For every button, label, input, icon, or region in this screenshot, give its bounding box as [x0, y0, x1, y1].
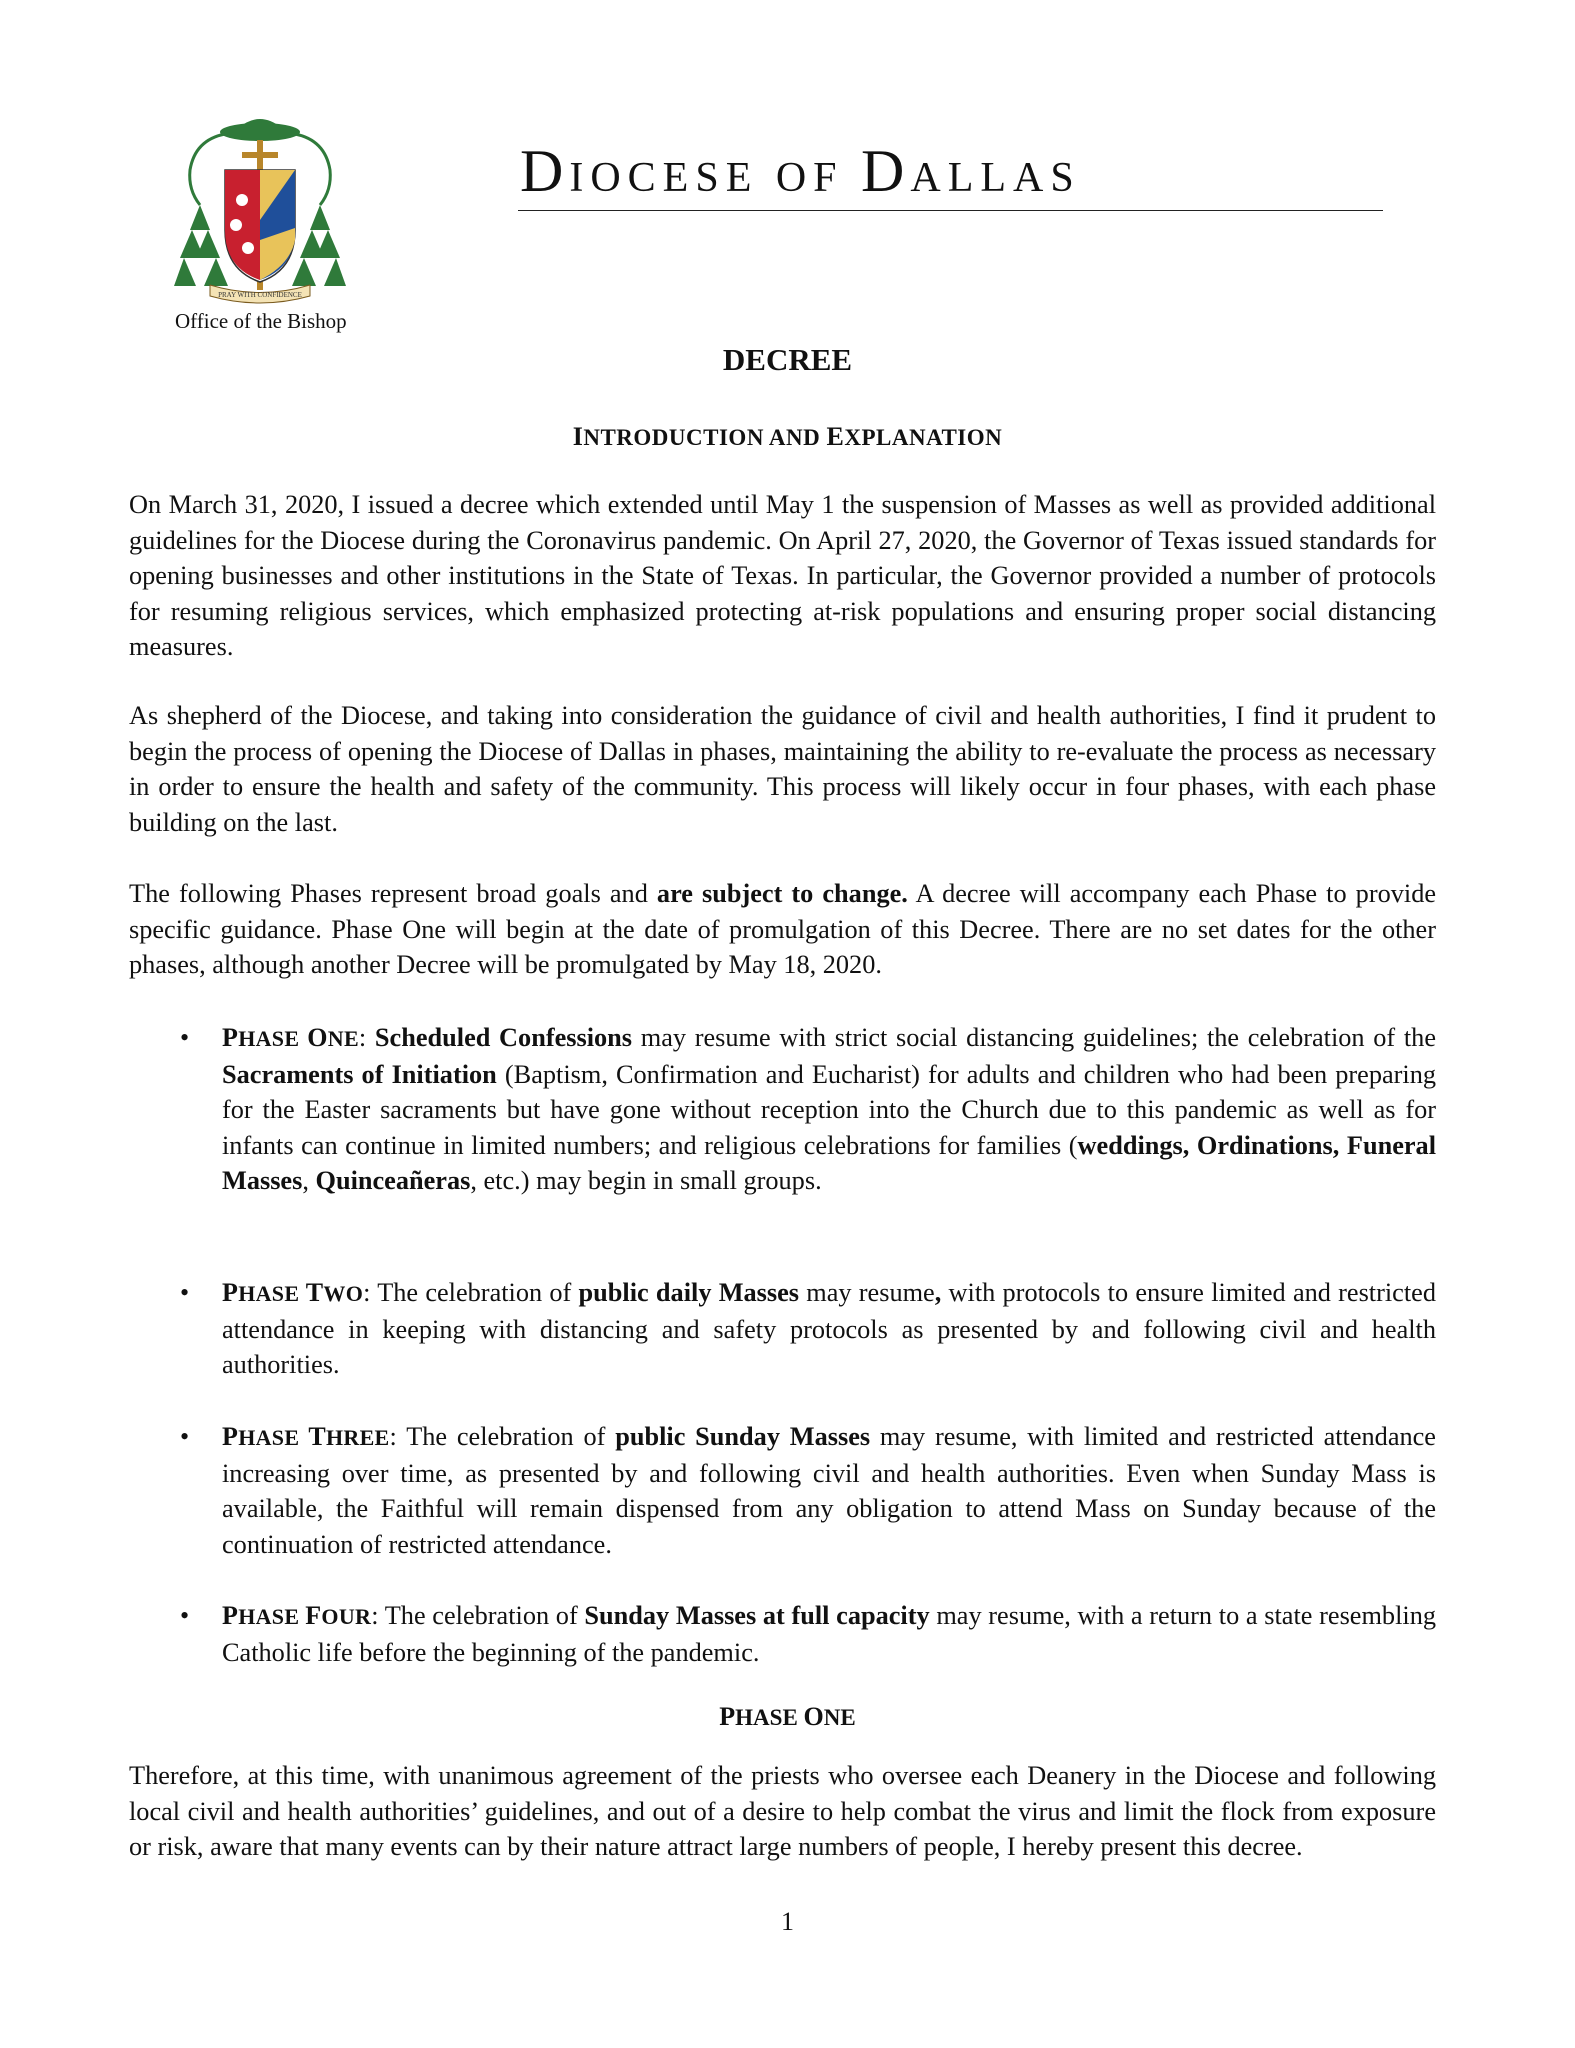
crest-motto: PRAY WITH CONFIDENCE [218, 291, 302, 299]
phase-one-label: PHASE ONE [222, 1023, 359, 1052]
decree-title: DECREE [722, 342, 853, 377]
phase-one-item: PHASE ONE: Scheduled Confessions may resume with strict social distancing guidelines; the celebration of the Sacraments of Initiation (Baptism, Confirmation and Eucharist) for adults and children who had been preparing for the Easter sacraments but have gone without reception into the Church due to this pandemic as well as for infants can continue in limited numbers; and religious celebrations for families (weddings, Ordinations, Funeral Masses, Quinceañeras, etc.) may begin in small groups. [222, 1023, 1436, 1195]
paragraph-1: On March 31, 2020, I issued a decree which extended until May 1 the suspension of Masses as well as provided additional guidelines for the Diocese during the Coronavirus pandemic. On April 27, 2020, the Governor of Texas issued standards for opening businesses and other institutions in the State of Texas. In particular, the Governor provided a number of protocols for resuming religious services, which emphasized protecting at-risk populations and ensuring proper social distancing measures. [129, 490, 1436, 661]
bullet-phase-one: • [180, 1023, 190, 1052]
phase-two-item: PHASE TWO: The celebration of public daily Masses may resume, with protocols to ensure limited and restricted attendance in keeping with distancing and safety protocols as presented by and following civil and health authorities. [222, 1278, 1436, 1379]
bullet-phase-two: • [180, 1278, 190, 1307]
introduction-heading: INTRODUCTION AND EXPLANATION [572, 422, 1003, 451]
phase-four-item: PHASE FOUR: The celebration of Sunday Masses at full capacity may resume, with a return to a state resembling Catholic life before the beginning of the pandemic. [222, 1601, 1436, 1667]
phase-three-item: PHASE THREE: The celebration of public Sunday Masses may resume, with limited and restricted attendance increasing over time, as presented by and following civil and health authorities. Even when Sunday Mass is available, the Faithful will remain dispensed from any obligation to attend Mass on Sunday because of the continuation of restricted attendance. [222, 1422, 1436, 1559]
coat-of-arms-icon [170, 110, 350, 310]
paragraph-4: Therefore, at this time, with unanimous agreement of the priests who oversee each Deanery in the Diocese and following local civil and health authorities’ guidelines, and out of a desire to help combat the virus and limit the flock from exposure or risk, aware that many events can by their nature attract large numbers of people, I hereby present this decree. [129, 1761, 1436, 1861]
phase-three-label: PHASE THREE [222, 1422, 390, 1451]
bullet-phase-three: • [180, 1422, 190, 1451]
paragraph-3: The following Phases represent broad goals and are subject to change. A decree will accompany each Phase to provide specific guidance. Phase One will begin at the date of promulgation of this Decree. There are no set dates for the other phases, although another Decree will be promulgated by May 18, 2020. [129, 879, 1437, 979]
header-rule [518, 210, 1383, 211]
diocese-title: DIOCESE OF DALLAS [520, 138, 1081, 204]
paragraph-2: As shepherd of the Diocese, and taking into consideration the guidance of civil and health authorities, I find it prudent to begin the process of opening the Diocese of Dallas in phases, maintaining the ability to re-evaluate the process as necessary in order to ensure the health and safety of the community. This process will likely occur in four phases, with each phase building on the last. [129, 701, 1436, 837]
phase-four-label: PHASE FOUR [222, 1601, 372, 1630]
phase-one-heading: PHASE ONE [719, 1702, 856, 1731]
phase-two-label: PHASE TWO [222, 1278, 364, 1307]
bullet-phase-four: • [180, 1601, 190, 1630]
page-number: 1 [781, 1907, 794, 1936]
office-of-the-bishop: Office of the Bishop [175, 309, 347, 333]
